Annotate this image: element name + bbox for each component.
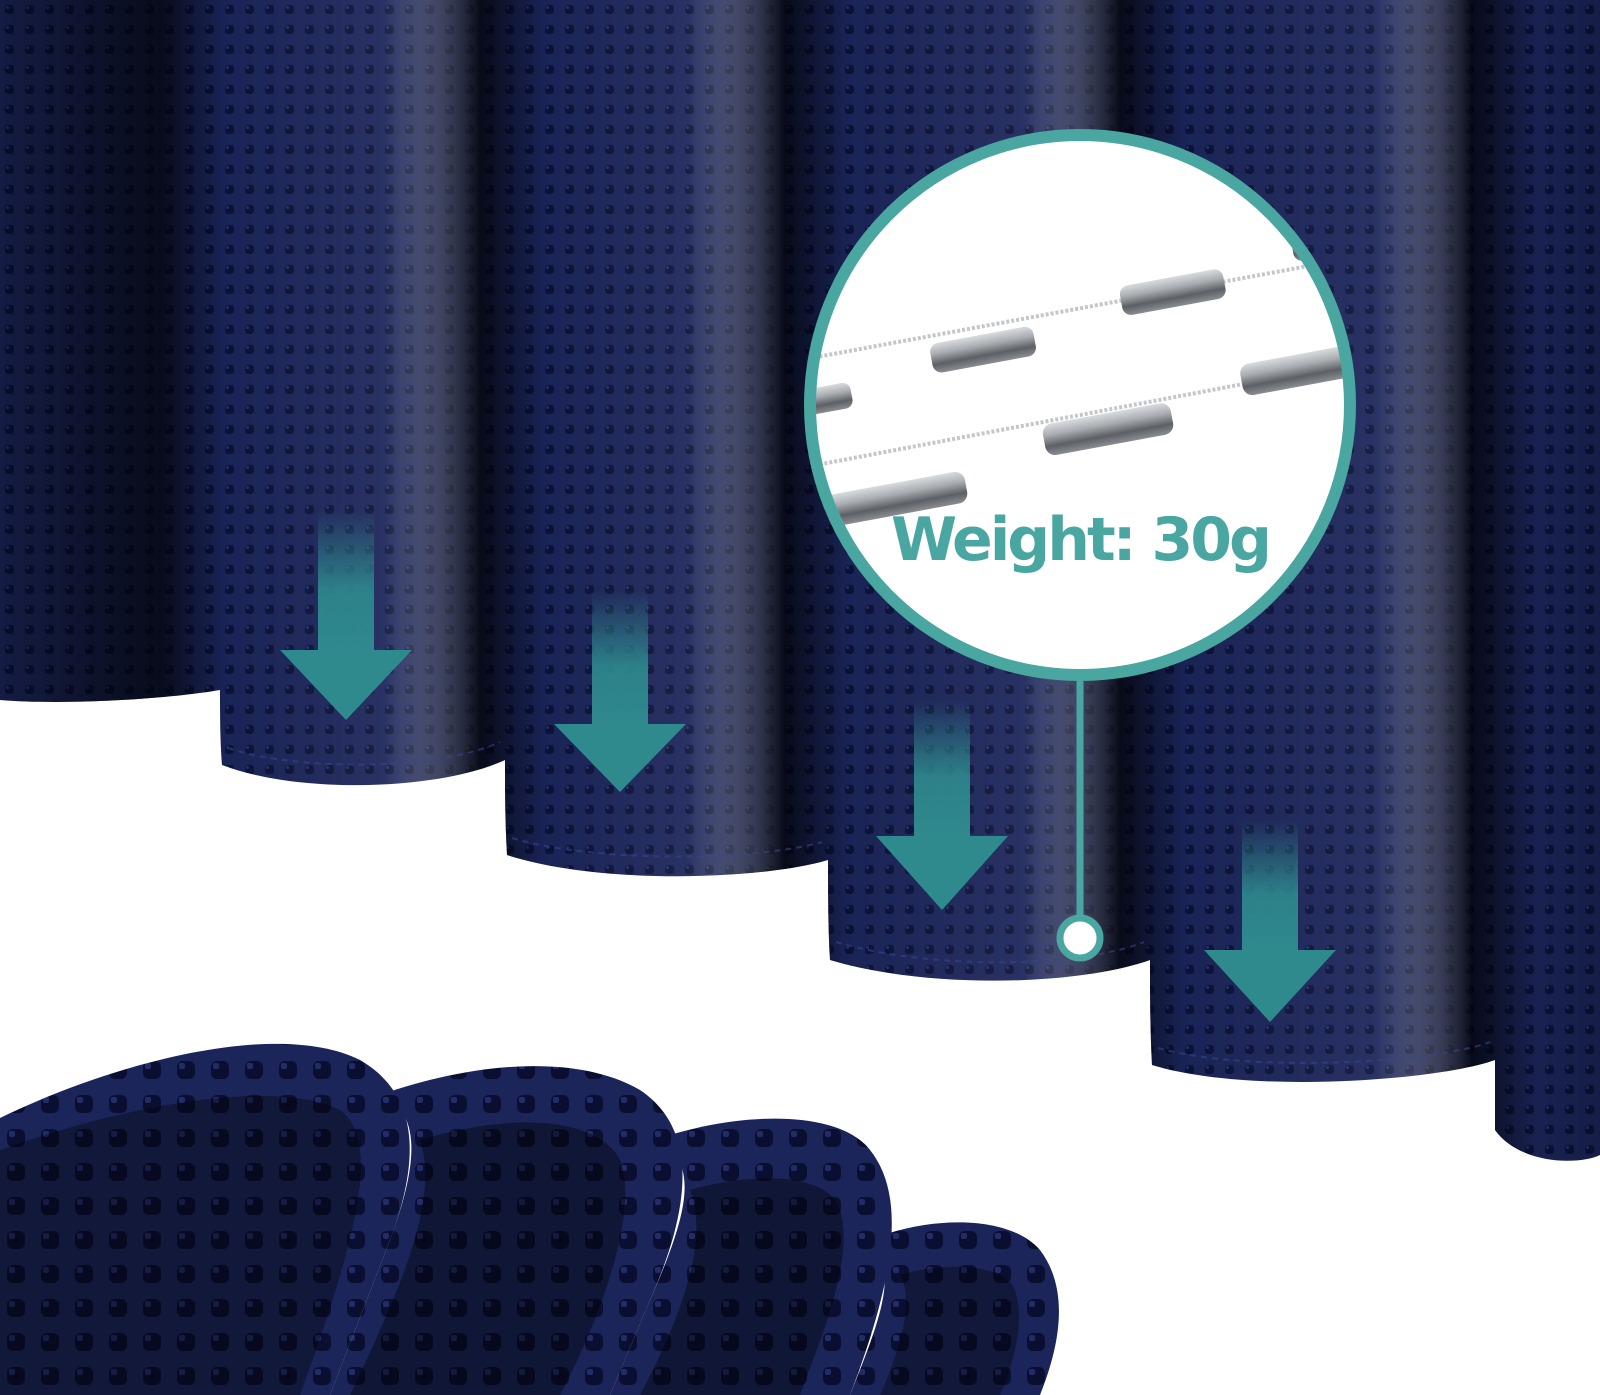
weight-label: Weight: 30g xyxy=(891,505,1269,575)
folded-curtain xyxy=(0,1044,1059,1395)
